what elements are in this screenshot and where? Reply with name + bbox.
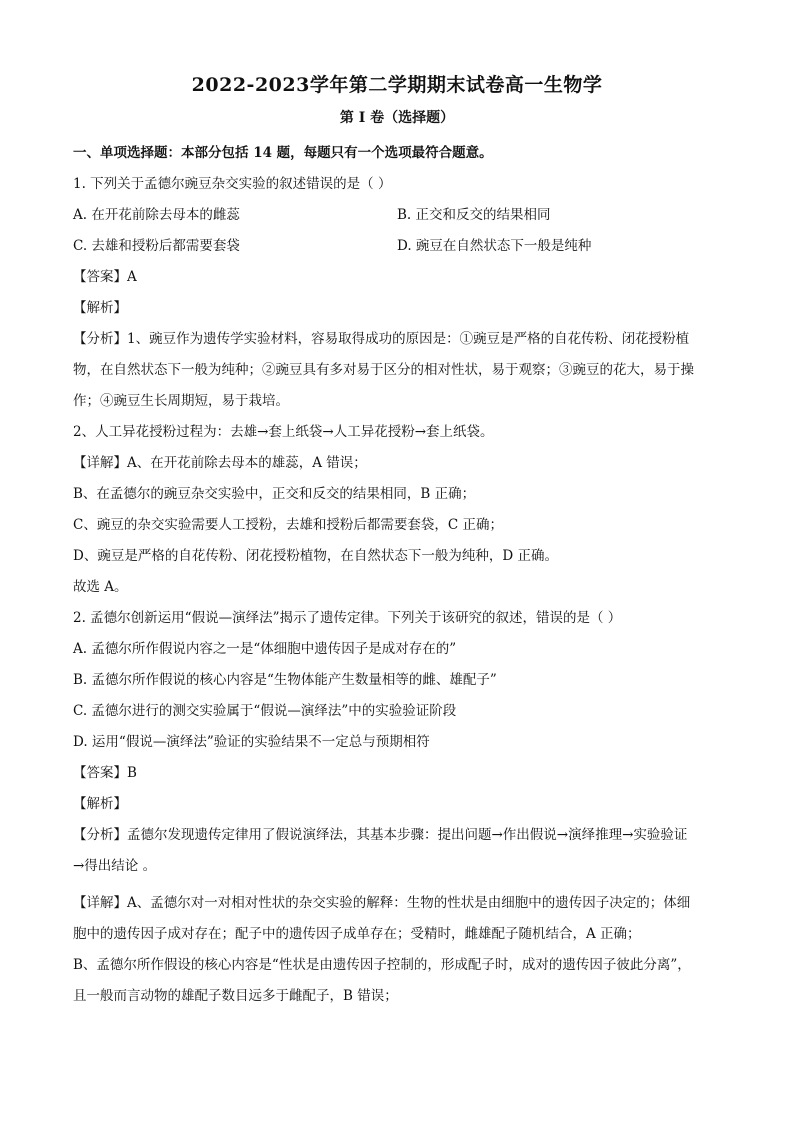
q2-detail-line: B、孟德尔所作假设的核心内容是“性状是由遗传因子控制的，形成配子时，成对的遗传因子彼此分离”， (73, 957, 691, 973)
q2-option-c: C. 孟德尔进行的测交实验属于“假说—演绎法”中的实验验证阶段 (73, 703, 457, 719)
q1-answer: 【答案】A (73, 269, 137, 285)
q1-option-c: C. 去雄和授粉后都需要套袋 (73, 238, 240, 254)
question-1-options-row-1 (73, 200, 725, 231)
q1-conclusion: 故选 A。 (73, 579, 128, 595)
q2-answer: 【答案】B (73, 765, 137, 781)
question-1-stem: 1. 下列关于孟德尔豌豆杂交实验的叙述错误的是（ ） (73, 176, 392, 192)
q2-detail-line: 且一般而言动物的雄配子数目远多于雌配子，B 错误； (73, 988, 398, 1004)
q1-option-b: B. 正交和反交的结果相同 (397, 207, 551, 223)
page-title: 2022-2023学年第二学期期末试卷高一生物学 (191, 74, 603, 96)
q1-analysis-line: 【分析】1、豌豆作为遗传学实验材料，容易取得成功的原因是：①豌豆是严格的自花传粉、闭花授粉植 (73, 331, 690, 347)
q2-option-a: A. 孟德尔所作假说内容之一是“体细胞中遗传因子是成对存在的” (73, 641, 457, 657)
q2-option-d: D. 运用“假说—演绎法”验证的实验结果不一定总与预期相符 (73, 734, 430, 750)
q1-detail-line: 【详解】A、在开花前除去母本的雄蕊，A 错误； (73, 455, 367, 471)
q2-analysis-line: →得出结论 。 (73, 858, 157, 874)
q2-detail-line: 【详解】A、孟德尔对一对相对性状的杂交实验的解释：生物的性状是由细胞中的遗传因子决定的；体细 (73, 895, 691, 911)
q1-option-d: D. 豌豆在自然状态下一般是纯种 (397, 238, 592, 254)
q1-detail-line: D、豌豆是严格的自花传粉、闭花授粉植物，在自然状态下一般为纯种，D 正确。 (73, 548, 558, 564)
section-heading: 一、单项选择题：本部分包括 14 题，每题只有一个选项最符合题意。 (73, 145, 493, 161)
q1-analysis-line: 2、人工异花授粉过程为：去雄→套上纸袋→人工异花授粉→套上纸袋。 (73, 424, 494, 440)
q1-option-a: A. 在开花前除去母本的雌蕊 (73, 207, 240, 223)
q1-detail-line: C、豌豆的杂交实验需要人工授粉，去雄和授粉后都需要套袋，C 正确； (73, 517, 503, 533)
question-2-stem: 2. 孟德尔创新运用“假说—演绎法”揭示了遗传定律。下列关于该研究的叙述，错误的是（ ） (73, 610, 622, 626)
q1-detail-line: B、在孟德尔的豌豆杂交实验中，正交和反交的结果相同，B 正确； (73, 486, 476, 502)
q2-analysis-label: 【解析】 (73, 796, 127, 812)
q2-option-b: B. 孟德尔所作假说的核心内容是“生物体能产生数量相等的雌、雄配子” (73, 672, 497, 688)
q1-analysis-line: 物，在自然状态下一般为纯种；②豌豆具有多对易于区分的相对性状，易于观察；③豌豆的花大，易于操 (73, 362, 694, 378)
q1-analysis-label: 【解析】 (73, 300, 127, 316)
section-subtitle: 第 I 卷（选择题） (339, 110, 455, 126)
question-1-options-row-2 (73, 231, 725, 262)
document-body (73, 138, 725, 1012)
q2-detail-line: 胞中的遗传因子成对存在；配子中的遗传因子成单存在；受精时，雌雄配子随机结合，A 正确； (73, 926, 641, 942)
q1-analysis-line: 作；④豌豆生长周期短，易于栽培。 (73, 393, 289, 409)
q2-analysis-line: 【分析】孟德尔发现遗传定律用了假说演绎法，其基本步骤：提出问题→作出假说→演绎推理→实验验证 (73, 827, 688, 843)
